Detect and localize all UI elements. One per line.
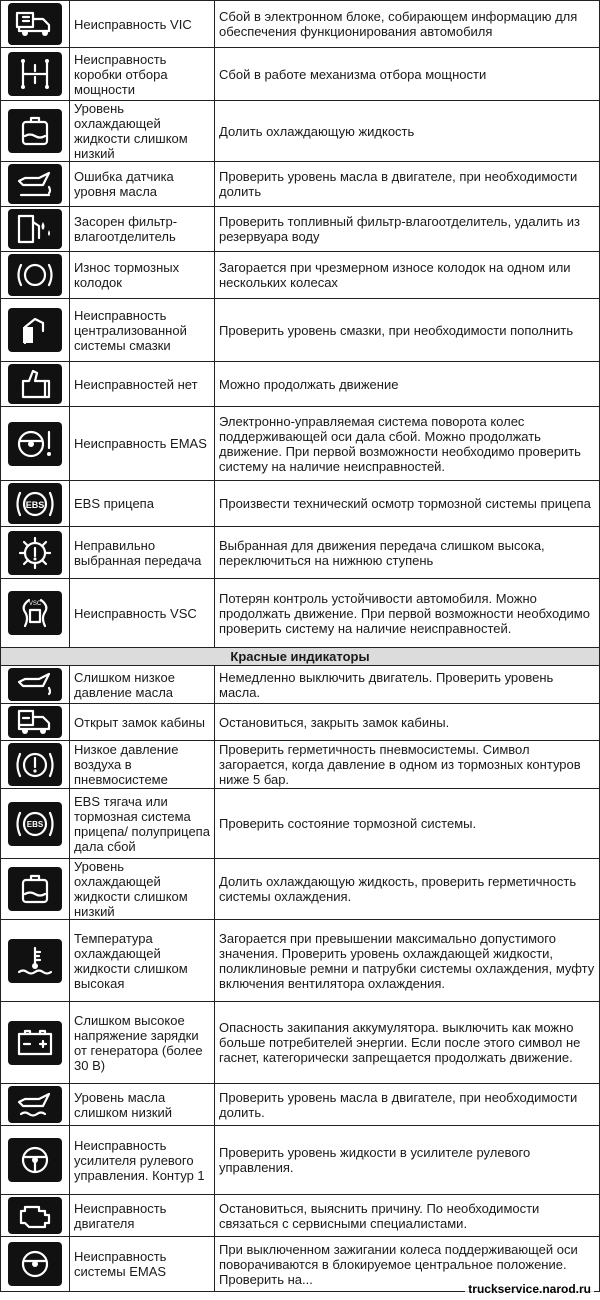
indicator-row <box>1 1 600 48</box>
indicator-row <box>1 1084 600 1126</box>
indicator-row <box>1 789 600 859</box>
indicator-description: Остановиться, выяснить причину. По необходимости связаться с сервисными специалистами. <box>215 1195 600 1237</box>
cab-lock-icon <box>8 706 62 738</box>
indicator-name: Неисправность двигателя <box>70 1195 215 1237</box>
indicator-row <box>1 252 600 299</box>
indicator-description: Проверить уровень масла в двигателе, при необходимости долить. <box>215 1084 600 1126</box>
indicator-description: Проверить топливный фильтр-влагоотделитель, удалить из резервуара воду <box>215 207 600 252</box>
indicator-description: Сбой в электронном блоке, собирающем информацию для обеспечения функционирования автомобиля <box>215 1 600 48</box>
indicator-description: Можно продолжать движение <box>215 362 600 407</box>
oil-sensor-icon <box>8 164 62 204</box>
indicator-icon-cell <box>1 704 70 741</box>
vsc-icon <box>8 591 62 635</box>
indicator-row <box>1 48 600 101</box>
indicator-name: Слишком низкое давление масла <box>70 666 215 704</box>
indicator-description: Сбой в работе механизма отбора мощности <box>215 48 600 101</box>
indicator-name: Открыт замок кабины <box>70 704 215 741</box>
indicator-icon-cell <box>1 666 70 704</box>
indicator-description: Загорается при превышении максимально допустимого значения. Проверить уровень охлаждающей жидкости, поликлиновые ремни и патрубки системы охлаждения, муфту включения вентилятора охлаждения. <box>215 920 600 1002</box>
indicator-row <box>1 1195 600 1237</box>
indicator-name: Неправильно выбранная передача <box>70 527 215 579</box>
indicator-icon-cell <box>1 1084 70 1126</box>
indicator-name: Неисправность VIC <box>70 1 215 48</box>
indicator-name: Износ тормозных колодок <box>70 252 215 299</box>
indicator-description: Проверить уровень жидкости в усилителе рулевого управления. <box>215 1126 600 1195</box>
indicator-icon-cell <box>1 481 70 527</box>
svg-text:VSC: VSC <box>28 601 42 607</box>
indicator-icon-cell <box>1 1195 70 1237</box>
indicator-description: Опасность закипания аккумулятора. выключить как можно больше потребителей энергии. Если после этого символ не гаснет, категорически запрещается продолжать движение. <box>215 1002 600 1084</box>
indicator-name: Температура охлаждающей жидкости слишком высокая <box>70 920 215 1002</box>
indicator-row <box>1 666 600 704</box>
indicator-row <box>1 1126 600 1195</box>
indicator-row <box>1 527 600 579</box>
coolant-temperature-icon <box>8 939 62 983</box>
indicator-row <box>1 362 600 407</box>
indicator-name: Неисправностей нет <box>70 362 215 407</box>
indicator-row <box>1 704 600 741</box>
indicator-description: Проверить уровень смазки, при необходимости пополнить <box>215 299 600 362</box>
indicator-description: Электронно-управляемая система поворота колес поддерживающей оси дала сбой. Можно продолжать движение. При первой возможности необходимо проверить систему на наличие неисправностей. <box>215 407 600 481</box>
low-oil-pressure-icon <box>8 668 62 701</box>
indicator-description: Выбранная для движения передача слишком высока, переключиться на нижнюю ступень <box>215 527 600 579</box>
indicator-description: Загорается при чрезмерном износе колодок на одном или нескольких колесах <box>215 252 600 299</box>
indicator-description: Потерян контроль устойчивости автомобиля. Можно продолжать движение. При первой возможности необходимо проверить систему на наличие неисправностей. <box>215 579 600 648</box>
oil-level-low-icon <box>8 1086 62 1123</box>
indicator-row <box>1 162 600 207</box>
indicator-name: Неисправность системы EMAS <box>70 1237 215 1292</box>
indicator-icon-cell <box>1 362 70 407</box>
indicator-row <box>1 859 600 920</box>
emas-icon <box>8 422 62 466</box>
indicator-icon-cell <box>1 1002 70 1084</box>
watermark: truckservice.narod.ru <box>465 1282 594 1296</box>
indicator-row <box>1 579 600 648</box>
svg-text:EBS: EBS <box>26 819 44 829</box>
central-lubrication-icon <box>8 308 62 352</box>
indicator-name: Неисправность централизованной системы смазки <box>70 299 215 362</box>
battery-overvoltage-icon <box>8 1021 62 1065</box>
indicator-name: Уровень охлаждающей жидкости слишком низкий <box>70 101 215 162</box>
indicator-icon-cell <box>1 741 70 789</box>
indicator-description: Произвести технический осмотр тормозной системы прицепа <box>215 481 600 527</box>
indicator-name: EBS тягача или тормозная система прицепа/ полуприцепа дала сбой <box>70 789 215 859</box>
indicator-name: EBS прицепа <box>70 481 215 527</box>
indicator-description: Долить охлаждающую жидкость <box>215 101 600 162</box>
svg-text:EBS: EBS <box>25 499 45 510</box>
indicator-name: Неисправность EMAS <box>70 407 215 481</box>
indicator-row <box>1 101 600 162</box>
indicator-icon-cell <box>1 101 70 162</box>
indicator-description: Остановиться, закрыть замок кабины. <box>215 704 600 741</box>
indicator-row <box>1 920 600 1002</box>
indicator-icon-cell <box>1 407 70 481</box>
indicator-icon-cell <box>1 299 70 362</box>
indicator-name: Уровень охлаждающей жидкости слишком низкий <box>70 859 215 920</box>
indicator-row <box>1 1002 600 1084</box>
trailer-ebs-icon <box>8 483 62 524</box>
indicator-row <box>1 741 600 789</box>
indicator-icon-cell <box>1 1126 70 1195</box>
coolant-level-red-icon <box>8 867 62 911</box>
indicator-name: Неисправность коробки отбора мощности <box>70 48 215 101</box>
indicator-description: Долить охлаждающую жидкость, проверить герметичность системы охлаждения. <box>215 859 600 920</box>
no-faults-icon <box>8 364 62 404</box>
indicator-name: Низкое давление воздуха в пневмосистеме <box>70 741 215 789</box>
indicator-name: Неисправность VSC <box>70 579 215 648</box>
coolant-level-icon <box>8 109 62 153</box>
fuel-water-separator-icon <box>8 209 62 249</box>
indicator-icon-cell <box>1 789 70 859</box>
indicator-row <box>1 481 600 527</box>
indicator-name: Засорен фильтр-влагоотделитель <box>70 207 215 252</box>
tractor-ebs-icon <box>8 802 62 846</box>
low-air-pressure-icon <box>8 743 62 786</box>
indicator-name: Неисправность усилителя рулевого управления. Контур 1 <box>70 1126 215 1195</box>
indicator-icon-cell <box>1 162 70 207</box>
indicator-icon-cell <box>1 48 70 101</box>
indicator-icon-cell <box>1 1237 70 1292</box>
indicator-description: Немедленно выключить двигатель. Проверить уровень масла. <box>215 666 600 704</box>
power-steering-icon <box>8 1138 62 1182</box>
indicator-description: При выключенном зажигании колеса поддерживающей оси поворачиваются в блокируемое центральное положение. Проверить на... <box>215 1237 600 1292</box>
engine-fault-icon <box>8 1197 62 1234</box>
indicator-icon-cell <box>1 859 70 920</box>
indicator-icon-cell <box>1 252 70 299</box>
indicator-description: Проверить состояние тормозной системы. <box>215 789 600 859</box>
indicator-description: Проверить герметичность пневмосистемы. Символ загорается, когда давление в одном из тормозных контуров ниже 5 бар. <box>215 741 600 789</box>
red-indicators-section-header <box>1 648 600 666</box>
indicator-row <box>1 407 600 481</box>
indicator-name: Ошибка датчика уровня масла <box>70 162 215 207</box>
indicator-icon-cell <box>1 207 70 252</box>
indicator-name: Уровень масла слишком низкий <box>70 1084 215 1126</box>
wrong-gear-icon <box>8 531 62 575</box>
indicator-description: Проверить уровень масла в двигателе, при необходимости долить <box>215 162 600 207</box>
vic-fault-icon <box>8 3 62 45</box>
brake-pad-wear-icon <box>8 254 62 296</box>
indicator-row <box>1 207 600 252</box>
indicator-name: Слишком высокое напряжение зарядки от генератора (более 30 В) <box>70 1002 215 1084</box>
indicator-icon-cell <box>1 1 70 48</box>
section-title: Красные индикаторы <box>1 648 600 666</box>
emas-red-icon <box>8 1242 62 1286</box>
indicator-icon-cell <box>1 527 70 579</box>
indicator-icon-cell <box>1 920 70 1002</box>
indicator-icon-cell <box>1 579 70 648</box>
pto-icon <box>8 52 62 96</box>
indicator-row <box>1 299 600 362</box>
